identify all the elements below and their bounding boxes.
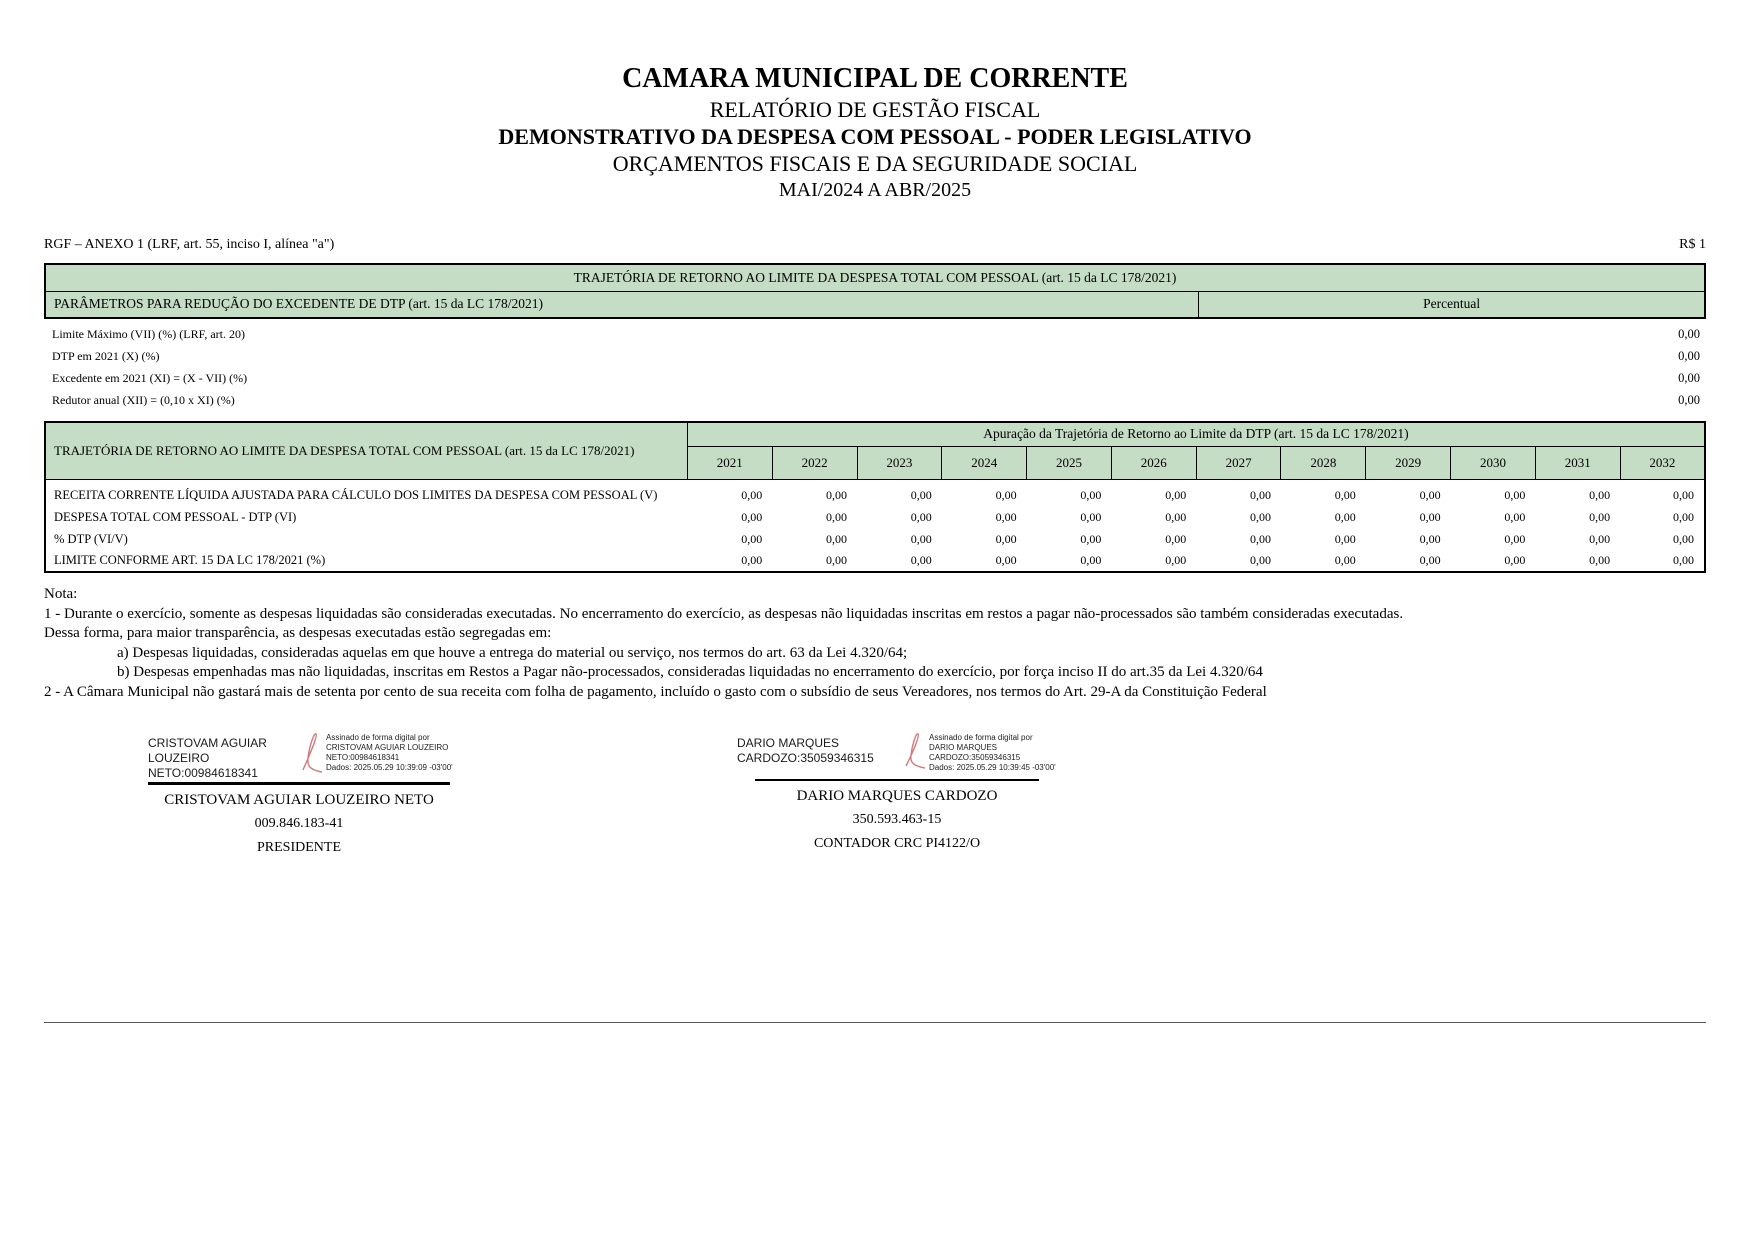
cell-value: 0,00 [1196,479,1281,506]
stamp-details-text: Assinado de forma digital por CRISTOVAM AGUIAR LOUZEIRO NETO:00984618341 [326,733,449,762]
year-header-2032: 2032 [1620,446,1705,479]
parameters-table [44,263,1706,319]
stamp-details [326,728,456,773]
cell-value: 0,00 [942,479,1027,506]
year-header-2023: 2023 [857,446,942,479]
cell-value: 0,00 [1620,550,1705,572]
cell-value: 0,00 [942,528,1027,550]
note-line: 1 - Durante o exercício, somente as despesas liquidadas são consideradas executadas. No encerramento do exercício, as despesas não liquidadas inscritas em restos a pagar não-processados são também consideradas executadas. [44,605,1404,622]
cell-value: 0,00 [857,479,942,506]
cell-value: 0,00 [857,550,942,572]
signatures-section [44,728,1706,878]
signer-cpf: 009.846.183-41 [254,816,344,831]
signature-block-president [148,728,453,856]
cell-value: 0,00 [1111,528,1196,550]
cell-value: 0,00 [772,550,857,572]
table-row [45,506,1705,528]
report-subtitle-2: DEMONSTRATIVO DA DESPESA COM PESSOAL - PODER LEGISLATIVO [498,124,1252,149]
stamp-date: Dados: 2025.05.29 10:39:45 -03'00' [929,763,1056,772]
trajectory-table [44,421,1706,573]
cell-value: 0,00 [1281,479,1366,506]
year-header-2031: 2031 [1535,446,1620,479]
page-footer-rule [44,1022,1706,1023]
row-label: % DTP (VI/V) [45,528,687,550]
parameter-row [44,367,1706,389]
parameters-header: PARÂMETROS PARA REDUÇÃO DO EXCEDENTE DE DTP (art. 15 da LC 178/2021) [45,291,1199,318]
parameter-value: 0,00 [1678,348,1700,363]
report-subtitle-1: RELATÓRIO DE GESTÃO FISCAL [709,97,1041,122]
parameter-value: 0,00 [1678,392,1700,407]
notes-section [44,585,1706,702]
signer-name: CRISTOVAM AGUIAR LOUZEIRO NETO [164,792,434,808]
cell-value: 0,00 [1111,506,1196,528]
parameter-value: 0,00 [1678,370,1700,385]
cell-value: 0,00 [1535,550,1620,572]
signature-line [148,782,450,785]
stamp-signer-name: DARIO MARQUES CARDOZO:35059346315 [737,736,874,765]
year-header-2025: 2025 [1027,446,1112,479]
cell-value: 0,00 [1027,550,1112,572]
cell-value: 0,00 [1535,506,1620,528]
cell-value: 0,00 [1366,506,1451,528]
cell-value: 0,00 [1111,550,1196,572]
digital-signature-stamp [148,728,453,781]
note-line: Dessa forma, para maior transparência, as despesas executadas estão segregadas em: [44,625,552,641]
digital-signature-stamp [737,728,1056,778]
note-line: 2 - A Câmara Municipal não gastará mais de setenta por cento de sua receita com folha de pagamento, incluído o gasto com o subsídio de seus Vereadores, nos termos do Art. 29-A da Constituição Federal [44,683,1267,700]
year-header-2024: 2024 [942,446,1027,479]
cell-value: 0,00 [1196,528,1281,550]
year-header-2027: 2027 [1196,446,1281,479]
parameter-row [44,389,1706,411]
cell-value: 0,00 [772,506,857,528]
table-row [45,479,1705,506]
signer-identity [755,788,1039,852]
cell-value: 0,00 [1196,506,1281,528]
note-line: b) Despesas empenhadas mas não liquidadas, inscritas em Restos a Pagar não-processados, consideradas liquidadas no encerramento do exercício, por força inciso II do art.35 da Lei 4.320/64 [117,664,1263,680]
year-header-2026: 2026 [1111,446,1196,479]
parameter-row [44,345,1706,367]
cell-value: 0,00 [1027,506,1112,528]
table1-title: TRAJETÓRIA DE RETORNO AO LIMITE DA DESPESA TOTAL COM PESSOAL (art. 15 da LC 178/2021) [45,264,1705,291]
year-header-2028: 2028 [1281,446,1366,479]
cell-value: 0,00 [687,550,772,572]
stamp-signer-name: CRISTOVAM AGUIAR LOUZEIRO NETO:00984618341 [148,736,267,780]
parameter-label: Redutor anual (XII) = (0,10 x XI) (%) [52,392,235,407]
parameter-label: Excedente em 2021 (XI) = (X - VII) (%) [52,370,248,385]
signer-cpf: 350.593.463-15 [852,812,942,827]
cell-value: 0,00 [1281,506,1366,528]
anexo-reference: RGF – ANEXO 1 (LRF, art. 55, inciso I, alínea "a") [44,237,335,252]
year-header-2029: 2029 [1366,446,1451,479]
cell-value: 0,00 [1535,528,1620,550]
cell-value: 0,00 [1620,479,1705,506]
signature-flourish-icon [903,728,929,774]
stamp-details-text: Assinado de forma digital por DARIO MARQUES CARDOZO:35059346315 [929,733,1033,762]
signature-flourish-icon [300,728,326,774]
cell-value: 0,00 [687,479,772,506]
report-subtitle-3: ORÇAMENTOS FISCAIS E DA SEGURIDADE SOCIAL [612,151,1138,176]
cell-value: 0,00 [942,506,1027,528]
report-content [44,0,1706,878]
cell-value: 0,00 [1281,528,1366,550]
apuracao-header: Apuração da Trajetória de Retorno ao Limite da DTP (art. 15 da LC 178/2021) [687,422,1705,446]
year-header-2022: 2022 [772,446,857,479]
cell-value: 0,00 [857,506,942,528]
signature-block-accountant [737,728,1056,852]
parameter-rows [44,323,1706,411]
cell-value: 0,00 [687,528,772,550]
cell-value: 0,00 [1451,479,1536,506]
cell-value: 0,00 [1027,479,1112,506]
cell-value: 0,00 [1451,506,1536,528]
table-row [45,550,1705,572]
signer-identity [148,792,450,856]
currency-unit: R$ 1 [1679,237,1706,252]
row-label: LIMITE CONFORME ART. 15 DA LC 178/2021 (%) [45,550,687,572]
cell-value: 0,00 [1281,550,1366,572]
row-label: RECEITA CORRENTE LÍQUIDA AJUSTADA PARA CÁLCULO DOS LIMITES DA DESPESA COM PESSOAL (V) [45,479,687,506]
cell-value: 0,00 [772,528,857,550]
parameter-label: Limite Máximo (VII) (%) (LRF, art. 20) [52,326,245,341]
stamp-date: Dados: 2025.05.29 10:39:09 -03'00' [326,763,453,772]
cell-value: 0,00 [1535,479,1620,506]
cell-value: 0,00 [1111,479,1196,506]
document-header [44,0,1706,203]
year-header-2021: 2021 [687,446,772,479]
table-row [45,528,1705,550]
notes-title: Nota: [44,586,78,602]
cell-value: 0,00 [1620,506,1705,528]
signer-role: PRESIDENTE [257,840,341,855]
cell-value: 0,00 [1366,479,1451,506]
meta-row [44,237,1706,253]
parameter-row [44,323,1706,345]
cell-value: 0,00 [687,506,772,528]
parameter-value: 0,00 [1678,326,1700,341]
cell-value: 0,00 [1027,528,1112,550]
stamp-details [929,728,1059,773]
year-header-2030: 2030 [1451,446,1536,479]
cell-value: 0,00 [942,550,1027,572]
percentual-header: Percentual [1199,291,1705,318]
signature-line [755,779,1039,781]
cell-value: 0,00 [1196,550,1281,572]
cell-value: 0,00 [857,528,942,550]
cell-value: 0,00 [1366,550,1451,572]
row-label: DESPESA TOTAL COM PESSOAL - DTP (VI) [45,506,687,528]
report-period: MAI/2024 A ABR/2025 [778,179,972,201]
cell-value: 0,00 [1451,550,1536,572]
note-line: a) Despesas liquidadas, consideradas aquelas em que houve a entrega do material ou serviço, nos termos do art. 63 da Lei 4.320/64; [117,644,908,661]
cell-value: 0,00 [1366,528,1451,550]
signer-role: CONTADOR CRC PI4122/O [813,836,981,851]
cell-value: 0,00 [1620,528,1705,550]
page-title: CAMARA MUNICIPAL DE CORRENTE [622,63,1128,94]
parameter-label: DTP em 2021 (X) (%) [52,348,160,363]
signer-name: DARIO MARQUES CARDOZO [796,788,998,804]
cell-value: 0,00 [1451,528,1536,550]
table2-left-header: TRAJETÓRIA DE RETORNO AO LIMITE DA DESPESA TOTAL COM PESSOAL (art. 15 da LC 178/2021) [45,422,687,479]
cell-value: 0,00 [772,479,857,506]
